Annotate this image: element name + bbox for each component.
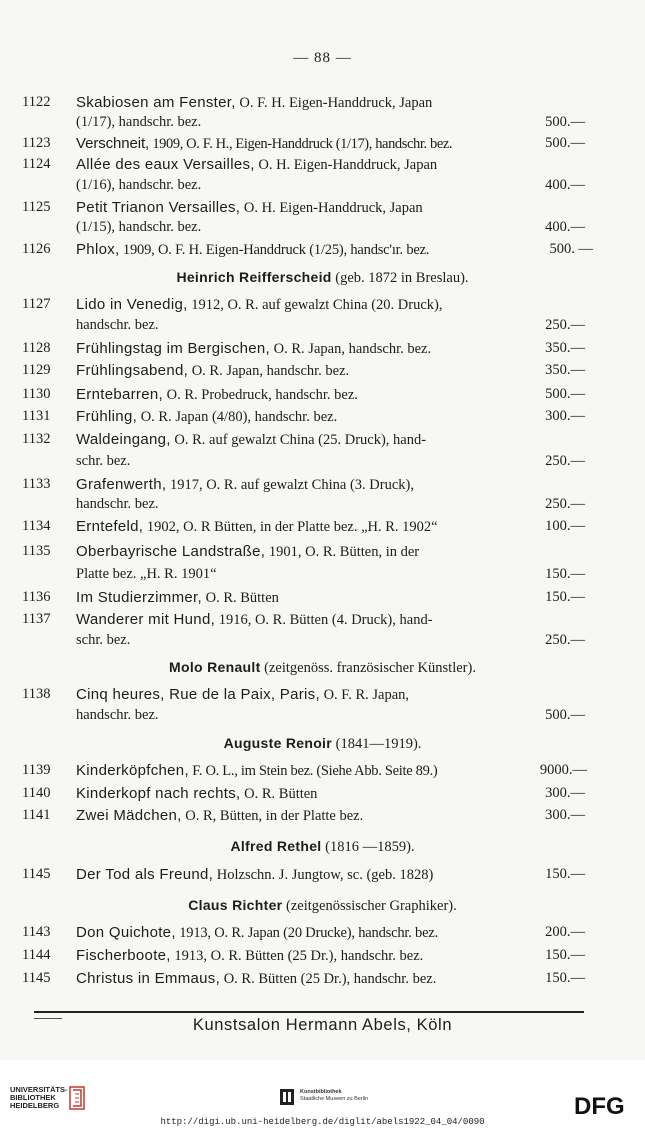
lot-number: 1133 [22,476,51,492]
catalog-line [0,968,645,989]
lot-price: 250.— [545,496,585,512]
catalog-line [0,384,645,405]
lot-price: 500.— [545,135,585,151]
artist-heading [0,266,645,288]
lot-details: O. R. Japan (4/80), handschr. bez. [137,409,338,425]
lot-title [76,197,423,219]
lot-details-cont: Platte bez. „H. R. 1901“ [76,566,217,582]
lot-title [76,516,438,538]
lot-price: 200.— [545,924,585,940]
lot-details: O. R, Bütten, in der Platte bez. [181,808,364,824]
catalog-line [0,451,645,472]
artist-heading [0,894,645,916]
lot-details: O. R. Bütten [240,786,318,802]
kunstbibliothek-icon [279,1088,295,1106]
lot-price: 250.— [545,632,585,648]
lot-number: 1143 [22,924,51,940]
catalog-line [0,516,645,537]
lot-title [76,864,433,886]
lot-title-text: Fischerboote, [76,947,171,964]
lot-details: F. O. L., im Stein bez. (Siehe Abb. Seite 89.) [188,763,438,779]
logo-text-line: UNIVERSITÄTS- [10,1085,68,1094]
lot-title [76,384,358,406]
lot-price: 150.— [545,866,585,882]
catalog-line [0,474,645,495]
catalog-line [0,805,645,826]
lot-price: 250.— [545,317,585,333]
catalog-line [0,92,645,113]
lot-price: 300.— [545,785,585,801]
lot-number: 1145 [22,970,51,986]
footer-rule [34,1011,584,1013]
dfg-logo: DFG [574,1093,625,1120]
catalog-line [0,315,645,336]
catalog-line [0,705,645,726]
catalog-line [0,338,645,359]
artist-heading [0,835,645,857]
lot-details: O. R. Probedruck, handschr. bez. [162,387,358,403]
lot-details: O. R. Bütten (25 Dr.), handschr. bez. [220,971,437,987]
logo-text-line: Kunstbibliothek [300,1089,342,1095]
lot-details: 1909, O. F. H., Eigen-Handdruck (1/17), handschr. bez. [149,136,453,152]
catalog-line [0,133,645,154]
lot-details: 1913, O. R. Japan (20 Drucke), handschr. bez. [175,925,438,941]
lot-title [76,474,414,496]
artist-name: Alfred Rethel [230,838,322,854]
artist-name: Claus Richter [188,897,283,913]
catalog-line [0,922,645,943]
lot-title [76,805,363,827]
lot-title-text: Im Studierzimmer, [76,589,202,606]
lot-number: 1138 [22,686,51,702]
lot-number: 1126 [22,241,51,257]
page-number: — 88 — [293,50,352,66]
lot-price: 150.— [545,970,585,986]
artist-heading [0,732,645,754]
lot-title [76,945,423,967]
lot-details-cont: (1/16), handschr. bez. [76,177,202,193]
lot-price: 250.— [545,453,585,469]
source-url[interactable]: http://digi.ub.uni-heidelberg.de/diglit/abels1922_04_04/0090 [160,1117,485,1127]
lot-price: 500. — [549,241,593,257]
logo-text-line: BIBLIOTHEK [10,1093,56,1102]
artist-name: Auguste Renoir [223,735,332,751]
artist-info: (zeitgenössischer Graphiker). [282,898,457,914]
lot-number: 1127 [22,296,51,312]
lot-price: 300.— [545,408,585,424]
lot-title-text: Frühling, [76,408,138,425]
lot-title-text: Allée des eaux Versailles, [76,156,255,173]
lot-details: O. F. H. Eigen-Handdruck, Japan [235,95,433,111]
lot-price: 100.— [545,518,585,534]
lot-title [76,968,436,990]
lot-title-text: Verschneit, [76,135,150,152]
lot-title-text: Christus in Emmaus, [76,970,221,987]
lot-title [76,154,437,176]
lot-details-cont: schr. bez. [76,453,131,469]
lot-details: O. H. Eigen-Handdruck, Japan [254,157,438,173]
catalog-line [0,760,645,781]
catalog-line [0,587,645,608]
lot-title-text: Cinq heures, Rue de la Paix, Paris, [76,686,320,703]
lot-number: 1122 [22,94,51,110]
lot-title-text: Lido in Venedig, [76,296,188,313]
lot-number: 1137 [22,611,51,627]
lot-title-text: Der Tod als Freund, [76,866,214,883]
catalog-line [0,154,645,175]
lot-title-text: Frühlingstag im Bergischen, [76,340,271,357]
catalog-line [0,564,645,585]
lot-details: 1917, O. R. auf gewalzt China (3. Druck), [166,477,414,493]
artist-info: (geb. 1872 in Breslau). [331,270,469,286]
lot-price: 150.— [545,589,585,605]
lot-price: 400.— [545,219,585,235]
lot-title [76,92,432,114]
lot-details-cont: (1/17), handschr. bez. [76,114,202,130]
lot-number: 1129 [22,362,51,378]
lot-number: 1134 [22,518,51,534]
lot-details: 1913, O. R. Bütten (25 Dr.), handschr. bez. [170,948,424,964]
lot-price: 9000.— [539,762,587,778]
lot-number: 1130 [22,386,51,402]
lot-number: 1140 [22,785,51,801]
artist-name: Heinrich Reifferscheid [176,269,332,285]
lot-title-text: Kinderkopf nach rechts, [76,785,241,802]
lot-number: 1136 [22,589,51,605]
lot-number: 1131 [22,408,51,424]
lot-number: 1145 [22,866,51,882]
lot-number: 1144 [22,947,51,963]
lot-title [76,360,349,382]
lot-details: O. R. auf gewalzt China (25. Druck), hand- [170,432,427,448]
lot-details-cont: schr. bez. [76,632,131,648]
lot-title [76,783,317,805]
lot-title-text: Waldeingang, [76,431,171,448]
catalog-line [0,684,645,705]
lot-number: 1125 [22,199,51,215]
lot-details: O. F. R. Japan, [319,687,410,703]
catalog-line [0,360,645,381]
lot-number: 1141 [22,807,51,823]
catalog-line [0,294,645,315]
lot-title-text: Petit Trianon Versailles, [76,199,241,216]
lot-details-cont: handschr. bez. [76,707,159,723]
catalog-line [0,429,645,450]
lot-title-text: Phlox, [76,241,120,258]
catalog-line [0,783,645,804]
lot-title [76,133,452,155]
lot-title-text: Grafenwerth, [76,476,167,493]
lot-details: Holzschn. J. Jungtow, sc. (geb. 1828) [213,867,434,883]
artist-info: (zeitgenöss. französischer Künstler). [260,660,476,676]
lot-price: 500.— [545,386,585,402]
lot-details: O. R. Bütten [201,590,279,606]
catalog-line [0,112,645,133]
lot-title [76,587,279,609]
lot-details-cont: (1/15), handschr. bez. [76,219,202,235]
catalog-line [0,406,645,427]
lot-price: 350.— [545,340,585,356]
lot-details: 1902, O. R Bütten, in der Platte bez. „H. R. 1902“ [143,519,438,535]
lot-details-cont: handschr. bez. [76,317,159,333]
lot-price: 500.— [545,114,585,130]
lot-title-text: Wanderer mit Hund, [76,611,216,628]
catalog-line [0,864,645,885]
lot-price: 400.— [545,177,585,193]
catalog-line [0,175,645,196]
lot-title [76,684,409,706]
artist-info: (1841—1919). [332,736,422,752]
lot-price: 150.— [545,947,585,963]
logo-text-line: HEIDELBERG [10,1101,60,1110]
lot-number: 1123 [22,135,51,151]
lot-title [76,239,429,261]
catalog-line [0,609,645,630]
lot-price: 300.— [545,807,585,823]
catalog-line [0,541,645,562]
lot-number: 1128 [22,340,51,356]
lot-title [76,406,337,428]
lot-details: O. H. Eigen-Handdruck, Japan [240,200,423,216]
lot-title [76,609,433,631]
artist-name: Molo Renault [169,659,261,675]
lot-title-text: Don Quichote, [76,924,176,941]
lot-details: 1901, O. R. Bütten, in der [265,544,420,560]
lot-price: 350.— [545,362,585,378]
lot-title-text: Erntefeld, [76,518,144,535]
artist-heading [0,656,645,678]
catalog-line [0,945,645,966]
lot-title-text: Oberbayrische Landstraße, [76,543,266,560]
lot-details: 1912, O. R. auf gewalzt China (20. Druck), [187,297,443,313]
lot-details: 1916, O. R. Bütten (4. Druck), hand- [215,612,433,628]
lot-title-text: Skabiosen am Fenster, [76,94,236,111]
lot-title [76,429,426,451]
lot-details: O. R. Japan, handschr. bez. [188,363,350,379]
catalog-line [0,217,645,238]
lot-title [76,922,438,944]
lot-title-text: Kinderköpfchen, [76,762,189,779]
catalog-line [0,630,645,651]
university-library-logo [10,1086,68,1110]
lot-number: 1139 [22,762,51,778]
lot-details: O. R. Japan, handschr. bez. [270,341,432,357]
catalog-line [0,197,645,218]
lot-title-text: Zwei Mädchen, [76,807,182,824]
university-seal-icon [69,1086,85,1110]
lot-number: 1132 [22,431,51,447]
lot-title [76,338,431,360]
lot-title [76,760,437,782]
lot-price: 150.— [545,566,585,582]
lot-title-text: Frühlingsabend, [76,362,189,379]
lot-number: 1135 [22,543,51,559]
catalog-line [0,239,645,260]
lot-details-cont: handschr. bez. [76,496,159,512]
lot-details: 1909, O. F. H. Eigen-Handdruck (1/25), handsc'ır. bez. [119,242,430,258]
lot-number: 1124 [22,156,51,172]
logo-text-line: Staatliche Museen zu Berlin [300,1096,369,1102]
kunstbibliothek-logo [300,1089,368,1103]
publisher-footer: Kunstsalon Hermann Abels, Köln [192,1016,453,1034]
lot-title-text: Erntebarren, [76,386,163,403]
lot-title [76,541,419,563]
lot-price: 500.— [545,707,585,723]
artist-info: (1816 —1859). [321,839,415,855]
lot-title [76,294,442,316]
catalog-line [0,494,645,515]
